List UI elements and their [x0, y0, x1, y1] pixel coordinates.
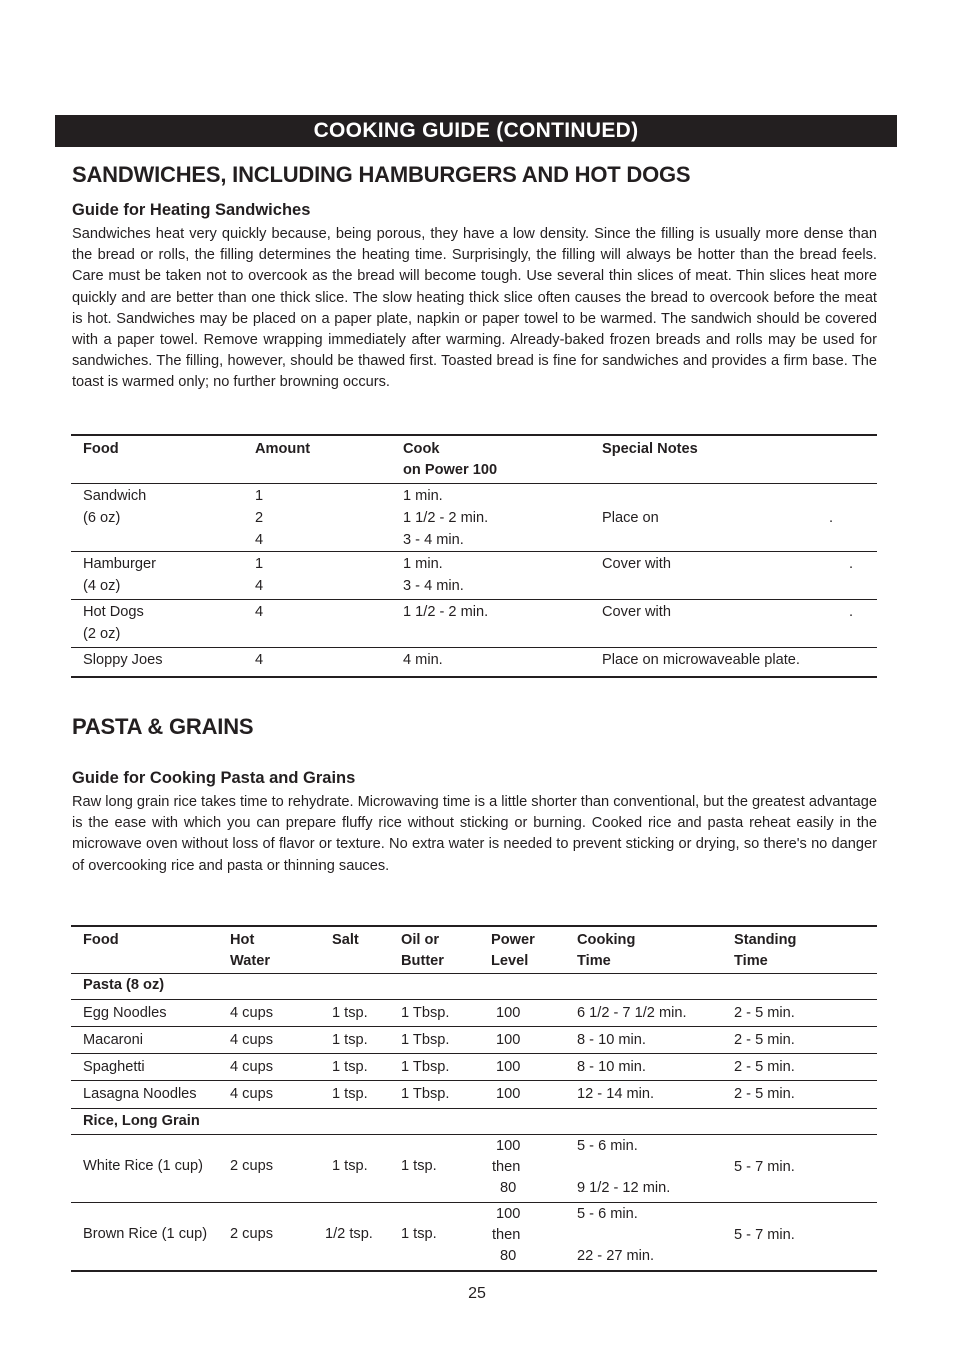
- table2-row: Brown Rice (1 cup): [83, 1226, 208, 1242]
- table2-header-cooking-time: Cooking: [577, 932, 636, 948]
- table2-row: 1 tsp.: [332, 1032, 368, 1048]
- table1-note: Place on microwaveable plate.: [602, 652, 800, 668]
- table2-rule-top: [71, 925, 877, 927]
- table1-row: Hamburger: [83, 556, 156, 572]
- table1-row: 3 - 4 min.: [403, 532, 464, 548]
- table1-row: 1: [255, 488, 264, 504]
- subheading-heating-sandwiches: Guide for Heating Sandwiches: [72, 201, 311, 219]
- table1-row: 4: [255, 578, 264, 594]
- table2-row: 8 - 10 min.: [577, 1032, 646, 1048]
- table2-header-power: Power: [491, 932, 535, 948]
- table2-row: 1 Tbsp.: [401, 1059, 450, 1075]
- section-banner: [55, 115, 897, 147]
- table1-row: 4: [255, 652, 264, 668]
- table2-row: 5 - 7 min.: [734, 1159, 795, 1175]
- table1-rule-row2-bottom: [71, 599, 877, 600]
- table2-header-oil-2: Butter: [401, 953, 444, 969]
- table2-row: 1/2 tsp.: [325, 1226, 373, 1242]
- table2-row: 1 tsp.: [401, 1226, 437, 1242]
- table1-note-period: .: [829, 510, 834, 526]
- table1-header-special-notes: Special Notes: [602, 441, 698, 457]
- page-title-pasta-grains: PASTA & GRAINS: [72, 714, 254, 739]
- table2-row: 100: [496, 1206, 521, 1222]
- table1-row: 1 min.: [403, 556, 443, 572]
- table2-row: 1 tsp.: [401, 1158, 437, 1174]
- table2-header-salt: Salt: [332, 932, 359, 948]
- table1-row: (6 oz): [83, 510, 121, 526]
- table1-row: 1 1/2 - 2 min.: [403, 604, 489, 620]
- table2-row: 80: [500, 1248, 517, 1264]
- table2-row: 1 tsp.: [332, 1059, 368, 1075]
- table2-row: 1 tsp.: [332, 1158, 368, 1174]
- table1-row: 4: [255, 604, 264, 620]
- subheading-cooking-pasta: Guide for Cooking Pasta and Grains: [72, 769, 356, 787]
- table1-rule-row3-bottom: [71, 647, 877, 648]
- table2-row: 1 Tbsp.: [401, 1032, 450, 1048]
- table1-rule-bottom: [71, 676, 877, 678]
- table2-row: 22 - 27 min.: [577, 1248, 655, 1264]
- table2-row: 4 cups: [230, 1032, 273, 1048]
- table1-row: Sloppy Joes: [83, 652, 163, 668]
- table2-rule-header-bottom: [71, 973, 877, 974]
- table2-row: then: [492, 1159, 521, 1175]
- table1-header-amount: Amount: [255, 441, 311, 457]
- table2-rule-bottom: [71, 1270, 877, 1272]
- table2-row: 9 1/2 - 12 min.: [577, 1180, 671, 1196]
- table2-row: 100: [496, 1086, 521, 1102]
- table1-note: Cover with: [602, 556, 671, 572]
- table2-row: 2 cups: [230, 1226, 273, 1242]
- table2-row: 80: [500, 1180, 517, 1196]
- table2-row: 4 cups: [230, 1005, 273, 1021]
- table1-rule-row1-bottom: [71, 551, 877, 552]
- table1-row: 3 - 4 min.: [403, 578, 464, 594]
- table1-note: Cover with: [602, 604, 671, 620]
- table2-row: 100: [496, 1138, 521, 1154]
- table2-row: 4 cups: [230, 1059, 273, 1075]
- table2-group-label-rice: Rice, Long Grain: [83, 1113, 200, 1129]
- table2-row: 12 - 14 min.: [577, 1086, 655, 1102]
- table2-rule-group2: [71, 1134, 877, 1135]
- table2-header-cooking-time-2: Time: [577, 953, 611, 969]
- table2-rule-group1: [71, 999, 877, 1000]
- table1-header-cook-power: on Power 100: [403, 462, 498, 478]
- table2-row: 1 tsp.: [332, 1005, 368, 1021]
- table2-header-oil: Oil or: [401, 932, 440, 948]
- table1-row: (2 oz): [83, 626, 121, 642]
- table2-header-power-2: Level: [491, 953, 529, 969]
- table2-row: 5 - 7 min.: [734, 1227, 795, 1243]
- table1-row: (4 oz): [83, 578, 121, 594]
- table2-row: 2 - 5 min.: [734, 1005, 795, 1021]
- table2-row: 1 Tbsp.: [401, 1005, 450, 1021]
- table2-rule-r2: [71, 1053, 877, 1054]
- table2-row: Macaroni: [83, 1032, 144, 1048]
- table2-header-hot-water: Hot: [230, 932, 255, 948]
- table2-row: 100: [496, 1059, 521, 1075]
- table2-row: 2 - 5 min.: [734, 1086, 795, 1102]
- paragraph-pasta-body: Raw long grain rice takes time to rehydrate. Microwaving time is a little shorter than conventional, but the greatest advantage is the ease with which you can prepare fluffy rice without sticking or burning. Cooked rice and pasta reheat easily in the microwave oven without loss of flavor or texture. No extra water is needed to prevent sticking or drying, so there's no danger of overcooking rice and pasta or thinning sauces.: [72, 794, 877, 874]
- table2-row: then: [492, 1227, 521, 1243]
- table2-row: 2 cups: [230, 1158, 273, 1174]
- table2-row: 1 Tbsp.: [401, 1086, 450, 1102]
- table1-rule-top: [71, 434, 877, 436]
- table1-header-food: Food: [83, 441, 119, 457]
- table2-row: Egg Noodles: [83, 1005, 167, 1021]
- table1-row: Hot Dogs: [83, 604, 144, 620]
- table1-row: 1 1/2 - 2 min.: [403, 510, 489, 526]
- table2-row: 4 cups: [230, 1086, 273, 1102]
- table2-row: White Rice (1 cup): [83, 1158, 204, 1174]
- paragraph-sandwiches-body: Sandwiches heat very quickly because, being porous, they have a low density. Since the filling is usually more dense than the bread or rolls, the filling determines the heating time. Surprisingly, the filling will always be hotter than the bread feels. Care must be taken not to overcook as the bread will become tough. Use several thin slices of meat. Thin slices heat more quickly and are better than one thick slice. The slow heating thick slice often causes the bread to overcook before the meat is hot. Sandwiches may be placed on a paper plate, napkin or paper towel to be warmed. The sandwich should be covered with a paper towel. Remove wrapping immediately after warming. Already-baked frozen breads and rolls may be used for sandwiches. The filling, however, should be thawed first. Toasted bread is fine for sandwiches and provides a firm base. The toast is warmed only; no further browning occurs.: [72, 226, 877, 391]
- page-number: 25: [468, 1285, 486, 1302]
- banner-title: COOKING GUIDE (CONTINUED): [313, 119, 639, 142]
- table2-rule-r5: [71, 1202, 877, 1203]
- table1-row: 2: [255, 510, 264, 526]
- table1-row: 1 min.: [403, 488, 443, 504]
- table1-note-period: .: [849, 604, 854, 620]
- table1-note-period: .: [849, 556, 854, 572]
- table2-header-food: Food: [83, 932, 119, 948]
- page-title-sandwiches: SANDWICHES, INCLUDING HAMBURGERS AND HOT DOGS: [72, 162, 691, 187]
- table2-row: 5 - 6 min.: [577, 1138, 638, 1154]
- table1-row: 1: [255, 556, 264, 572]
- table2-rule-r1: [71, 1026, 877, 1027]
- table2-rule-r4: [71, 1108, 877, 1109]
- table1-note: Place on: [602, 510, 659, 526]
- table2-row: 2 - 5 min.: [734, 1059, 795, 1075]
- table2-group-label-pasta: Pasta (8 oz): [83, 977, 165, 993]
- table1-row: 4 min.: [403, 652, 443, 668]
- table2-rule-r3: [71, 1080, 877, 1081]
- table2-row: 2 - 5 min.: [734, 1032, 795, 1048]
- table2-row: Spaghetti: [83, 1059, 145, 1075]
- table2-header-standing-time: Standing: [734, 932, 797, 948]
- table2-header-standing-time-2: Time: [734, 953, 768, 969]
- table2-header-hot-water-2: Water: [230, 953, 271, 969]
- table2-row: Lasagna Noodles: [83, 1086, 197, 1102]
- table2-row: 5 - 6 min.: [577, 1206, 638, 1222]
- table2-row: 6 1/2 - 7 1/2 min.: [577, 1005, 687, 1021]
- table2-row: 100: [496, 1032, 521, 1048]
- table2-row: 8 - 10 min.: [577, 1059, 646, 1075]
- table1-rule-header-bottom: [71, 483, 877, 484]
- table1-row: 4: [255, 532, 264, 548]
- table1-header-cook: Cook: [403, 441, 440, 457]
- table2-row: 100: [496, 1005, 521, 1021]
- table1-row: Sandwich: [83, 488, 147, 504]
- table2-row: 1 tsp.: [332, 1086, 368, 1102]
